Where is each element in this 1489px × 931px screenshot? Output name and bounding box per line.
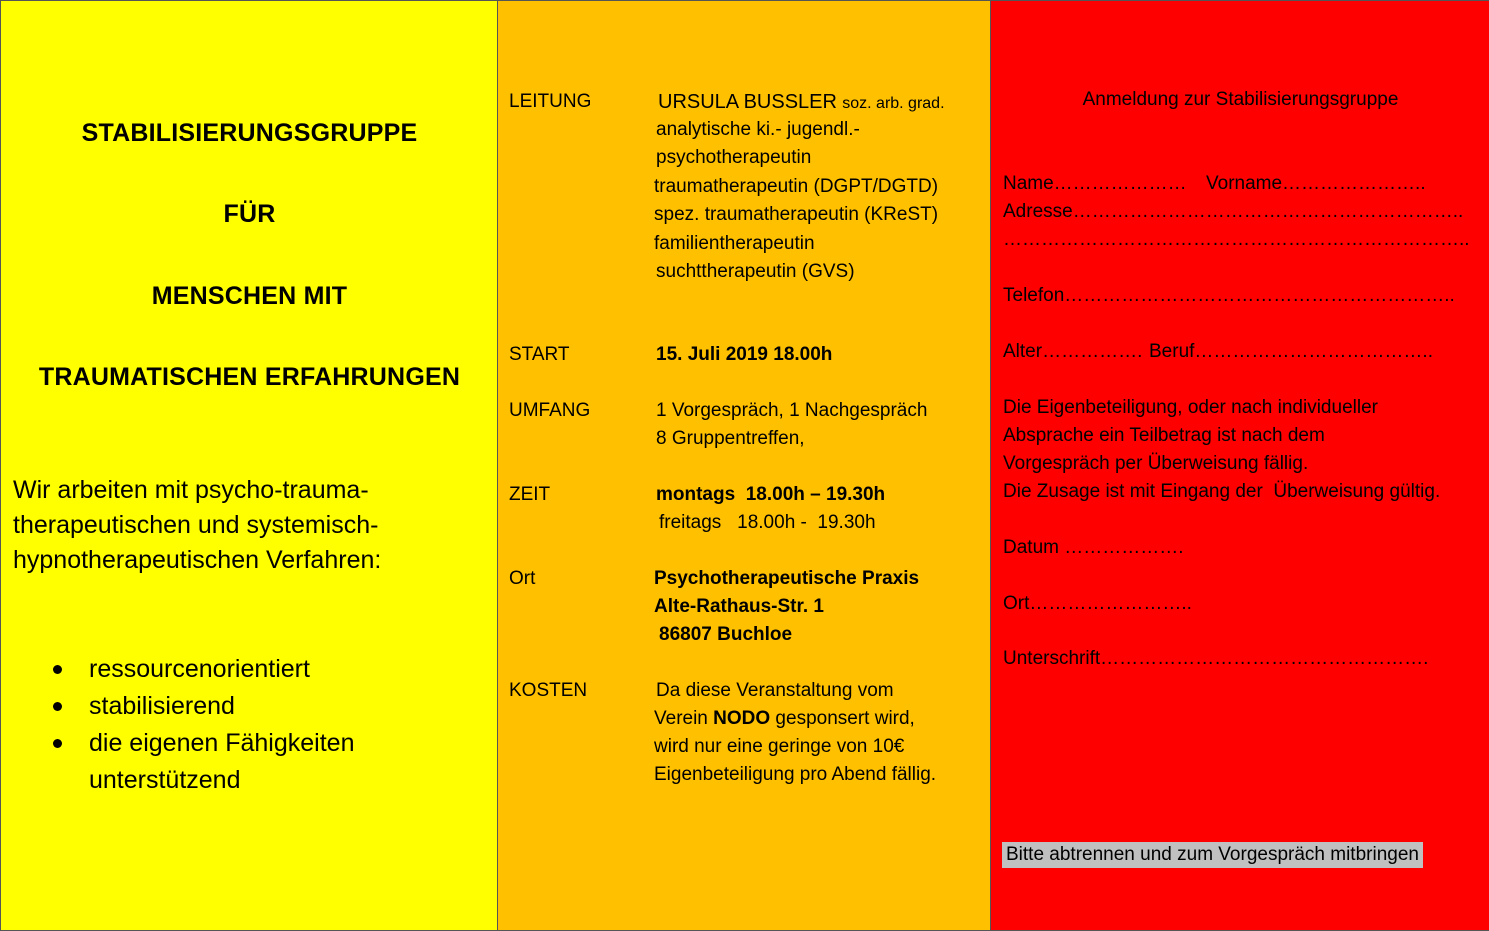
- ort-line: Psychotherapeutische Praxis: [654, 568, 920, 589]
- feature-list: [49, 651, 389, 799]
- payment-info-line: Absprache ein Teilbetrag ist nach dem: [1003, 425, 1325, 446]
- kosten-line: wird nur eine geringe von 10€: [654, 736, 905, 757]
- vorname-field[interactable]: Vorname…………………..: [1206, 173, 1426, 194]
- payment-info-line: Die Zusage ist mit Eingang der Überweisung gültig.: [1003, 481, 1441, 502]
- zeit-label: ZEIT: [509, 484, 551, 505]
- leitung-name-line: [658, 88, 945, 118]
- ort-field[interactable]: Ort……………………..: [1003, 593, 1192, 614]
- umfang-line: 1 Vorgespräch, 1 Nachgespräch: [656, 400, 928, 421]
- umfang-label: UMFANG: [509, 400, 591, 421]
- leitung-line: spez. traumatherapeutin (KReST): [654, 204, 939, 225]
- title-line-2: FÜR: [223, 200, 276, 228]
- adresse-field[interactable]: Adresse……………………………………………………..: [1003, 201, 1464, 222]
- title-line-4: TRAUMATISCHEN ERFAHRUNGEN: [38, 363, 461, 391]
- form-title: Anmeldung zur Stabilisierungsgruppe: [1082, 89, 1399, 110]
- sponsor-name: NODO: [713, 708, 771, 729]
- kosten-text: gesponsert wird,: [770, 708, 915, 729]
- umfang-line: 8 Gruppentreffen,: [656, 428, 805, 449]
- telefon-field[interactable]: Telefon……………………………………………………..: [1003, 285, 1455, 306]
- list-item: die eigenen Fähigkeiten unterstützend: [49, 725, 389, 799]
- payment-info: [1003, 394, 1440, 506]
- leitung-line: suchttherapeutin (GVS): [656, 261, 855, 282]
- beruf-field[interactable]: Beruf………………………………..: [1149, 341, 1433, 362]
- kosten-line: Da diese Veranstaltung vom: [656, 680, 894, 701]
- adresse-field-continued[interactable]: ………………………………………………………………..: [1003, 229, 1470, 250]
- middle-panel: [498, 1, 991, 930]
- intro-text: Wir arbeiten mit psycho-trauma-therapeutischen und systemisch-hypnotherapeutischen Verfahren:: [13, 476, 382, 574]
- leitung-line: familientherapeutin: [654, 233, 815, 254]
- leitung-label: LEITUNG: [509, 91, 592, 112]
- leitung-line: traumatherapeutin (DGPT/DGTD): [654, 176, 939, 197]
- title-line-1: STABILISIERUNGSGRUPPE: [81, 119, 418, 147]
- right-panel: [991, 1, 1489, 930]
- list-item: stabilisierend: [49, 688, 389, 725]
- ort-line: Alte-Rathaus-Str. 1: [654, 596, 824, 617]
- list-item: ressourcenorientiert: [49, 651, 389, 688]
- alter-field[interactable]: Alter…………….: [1003, 341, 1143, 362]
- zeit-line-1: montags 18.00h – 19.30h: [656, 484, 886, 505]
- left-panel: [1, 1, 498, 930]
- payment-info-line: Die Eigenbeteiligung, oder nach individueller: [1003, 397, 1378, 418]
- kosten-label: KOSTEN: [509, 680, 588, 701]
- start-value: 15. Juli 2019 18.00h: [656, 344, 833, 365]
- zeit-line-2: freitags 18.00h - 19.30h: [659, 512, 876, 533]
- title-line-3: MENSCHEN MIT: [151, 282, 348, 310]
- start-label: START: [509, 344, 570, 365]
- datum-field[interactable]: Datum ……………….: [1003, 537, 1184, 558]
- leitung-name-suffix: soz. arb. grad.: [842, 95, 945, 112]
- name-field[interactable]: Name…………………: [1003, 173, 1187, 194]
- tearoff-note: Bitte abtrennen und zum Vorgespräch mitbringen: [1002, 842, 1423, 868]
- unterschrift-field[interactable]: Unterschrift…………………………………………….: [1003, 648, 1429, 669]
- leitung-line: psychotherapeutin: [656, 147, 812, 168]
- ort-line: 86807 Buchloe: [659, 624, 793, 645]
- kosten-text: Verein: [654, 708, 714, 729]
- kosten-line-sponsor: [654, 705, 915, 733]
- kosten-line: Eigenbeteiligung pro Abend fällig.: [654, 764, 937, 785]
- ort-label: Ort: [509, 568, 536, 589]
- leitung-line: analytische ki.- jugendl.-: [656, 119, 860, 140]
- leitung-name: URSULA BUSSLER: [658, 91, 837, 113]
- payment-info-line: Vorgespräch per Überweisung fällig.: [1003, 453, 1309, 474]
